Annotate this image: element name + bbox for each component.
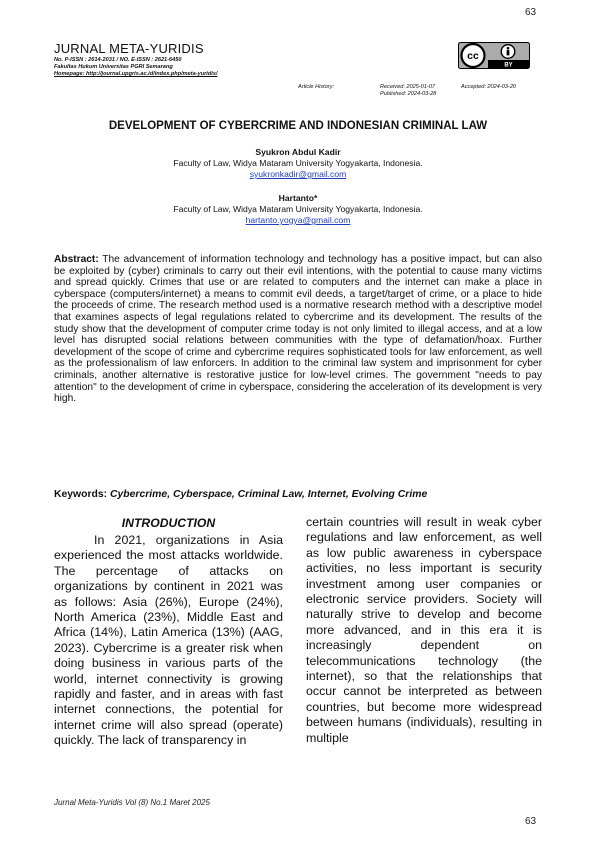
author-1-affiliation: Faculty of Law, Widya Mataram University Yogyakarta, Indonesia. [173, 158, 423, 168]
abstract [54, 254, 542, 405]
history-published: Published: 2024-03-28 [380, 91, 437, 97]
keywords-text: Cybercrime, Cyberspace, Criminal Law, Internet, Evolving Crime [110, 489, 428, 500]
introduction-right-column: certain countries will result in weak cyber regulations and law enforcement, as well as low public awareness in cyberspace activities, no less important is security investment among user companies or electronic service providers. Society will naturally strive to develop and become more advanced, and in this era it is increasingly dependent on telecommunications technology (the internet), so that the relationships that occur cannot be interpreted as between countries, but become more widespread between humans (individuals), resulting in multiple [306, 515, 542, 745]
creative-commons-by-logo[interactable] [458, 42, 530, 69]
keywords-label: Keywords: [54, 489, 108, 500]
journal-faculty: Fakultas Hukum Universitas PGRI Semarang [54, 64, 173, 70]
history-accepted: Accepted: 2024-03-20 [461, 84, 517, 90]
introduction-left-column: In 2021, organizations in Asia experienced the most attacks worldwide. The percentage of attacks on organizations by continent in 2021 was as follows: Asia (26%), Europe (24%), North America (23%), Middle East and Africa (14%), Latin America (13%) (AAG, 2023). Cybercrime is a greater risk when doing business in various parts of the world, internet connectivity is growing rapidly and faster, and in areas with fast internet connections, the potential for internet crime will also spread (operate) quickly. The lack of transparency in [54, 533, 283, 748]
author-2-email-link[interactable]: hartanto.yogya@gmail.com [245, 215, 351, 225]
keywords [54, 489, 554, 500]
author-1-name: Syukron Abdul Kadir [255, 147, 341, 157]
history-label: Article History: [298, 84, 335, 90]
page-number-top: 63 [525, 7, 537, 18]
author-2-name: Hartanto* [278, 193, 318, 203]
by-mark-text: BY [504, 62, 513, 69]
cc-by-badge-icon [458, 42, 530, 69]
journal-issn: No. P-ISSN : 2614-2031 / NO. E-ISSN : 2621-6450 [54, 57, 182, 63]
abstract-label: Abstract: [54, 254, 99, 265]
history-received: Received: 2025-01-07 [380, 84, 436, 90]
article-title: DEVELOPMENT OF CYBERCRIME AND INDONESIAN CRIMINAL LAW [108, 120, 488, 132]
introduction-heading: INTRODUCTION [121, 516, 216, 530]
author-2-affiliation: Faculty of Law, Widya Mataram University Yogyakarta, Indonesia. [173, 204, 423, 214]
footer-journal-citation: Jurnal Meta-Yuridis Vol (8) No.1 Maret 2025 [54, 798, 210, 807]
journal-homepage-link[interactable]: Homepage: http://journal.upgris.ac.id/index.php/meta-yuridis/ [54, 71, 218, 77]
author-1-email-link[interactable]: syukronkadir@gmail.com [249, 169, 347, 179]
abstract-text: The advancement of information technology and technology has a positive impact, but can also be exploited by (cyber) criminals to carry out their evil intentions, with the potential to cause many victims and spread quickly. Crimes that use or are related to computers and the internet can make a place in cyberspace (computers/internet) a means to commit evil deeds, a target/target of crime, or a place to hide the proceeds of crime. The research method used is a normative research method with a descriptive model that examines aspects of legal regulations related to cybercrime and its development. The results of the study show that the development of computer crime today is not only limited to illegal access, and at a low level has disrupted social relations between communities with the type of defamation/hoax. Further development of the scope of crime and cybercrime requires sophisticated tools for law enforcement, as well as the professionalism of law enforcers. In addition to the criminal law system and imprisonment for cyber criminals, another alternative is restorative justice for low-level crimes. The government "needs to pay attention" to the development of crime in cyberspace, considering the acceleration of its development is very high. [54, 254, 542, 405]
journal-name: JURNAL META-YURIDIS [54, 41, 204, 56]
cc-mark-text: cc [467, 50, 479, 62]
page-number-bottom: 63 [525, 816, 537, 827]
